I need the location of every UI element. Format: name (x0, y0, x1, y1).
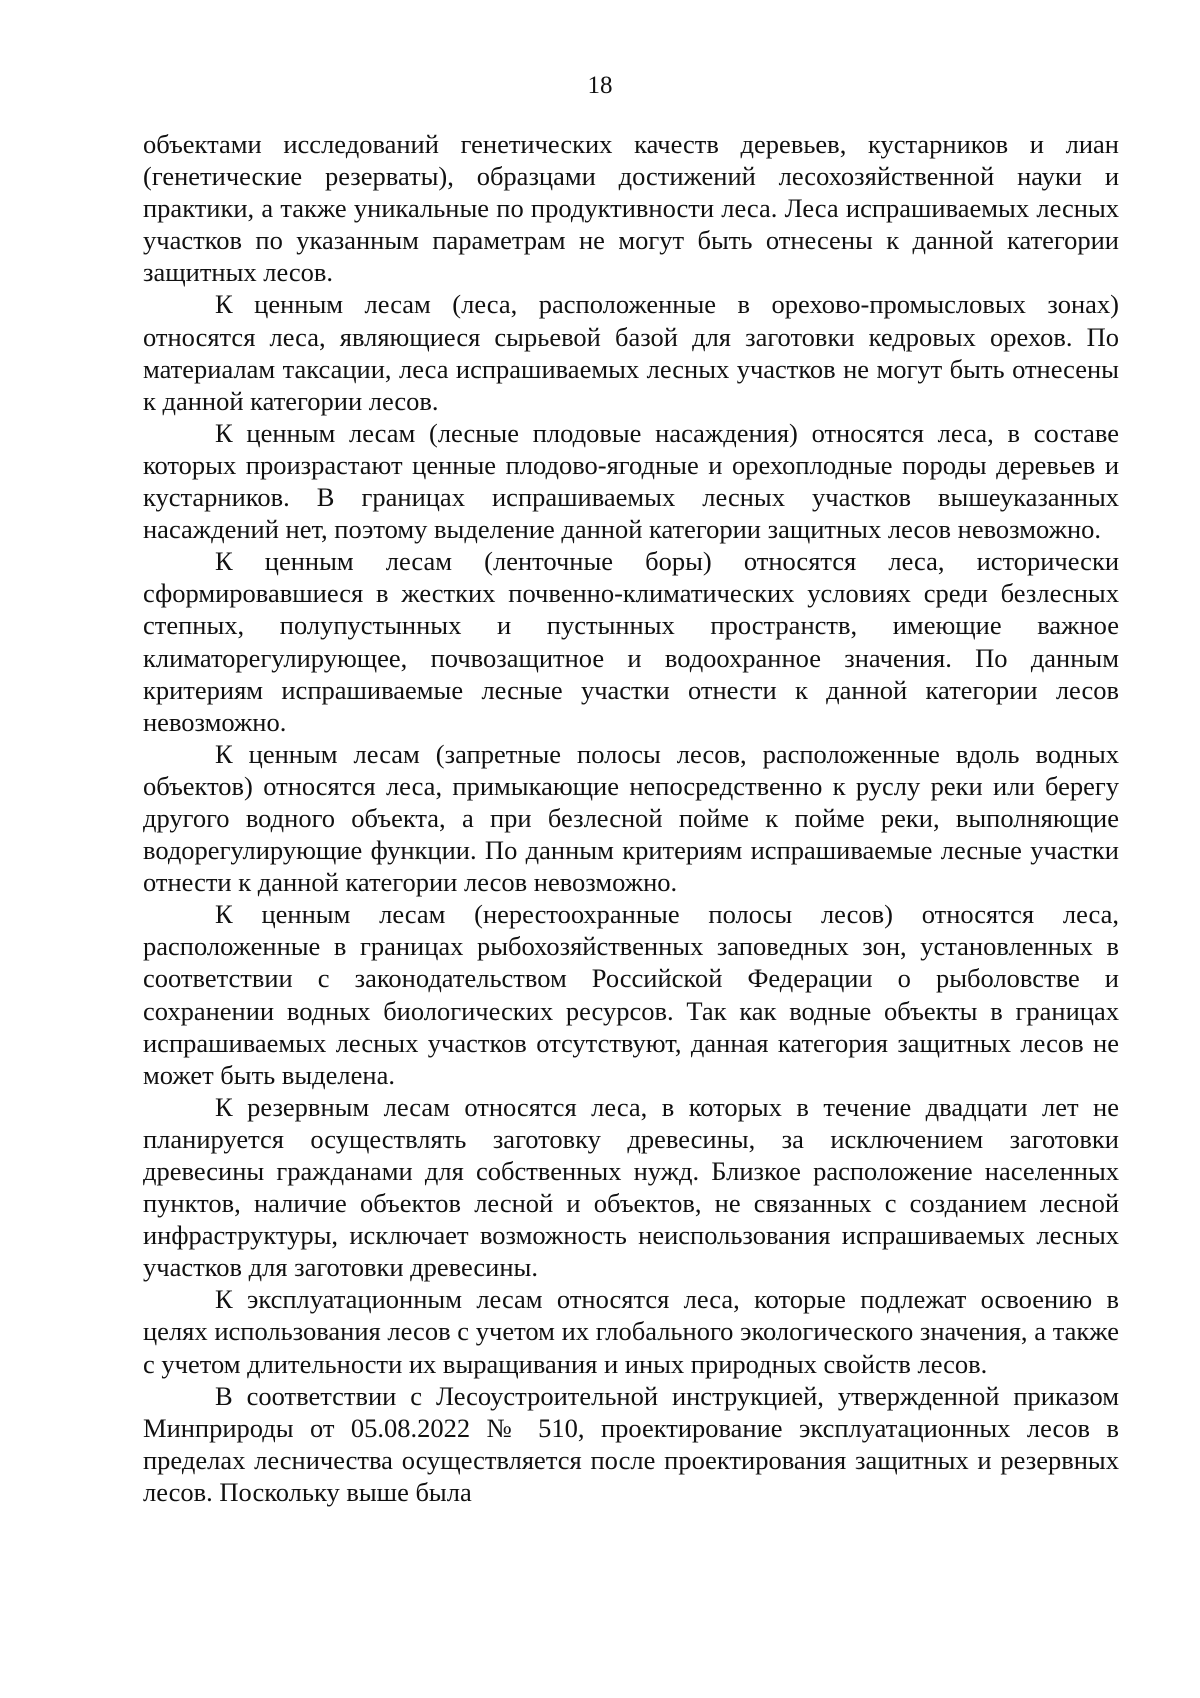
paragraph-continuation: объектами исследований генетических качеств деревьев, кустарников и лиан (генетические резерваты), образцами достижений лесохозяйственной науки и практики, а также уникальные по продуктивности леса. Леса испрашиваемых лесных участков по указанным параметрам не могут быть отнесены к данной категории защитных лесов. (143, 129, 1119, 288)
paragraph-protective-strips-water: К ценным лесам (запретные полосы лесов, расположенные вдоль водных объектов) относятся леса, примыкающие непосредственно к руслу реки или берегу другого водного объекта, а при безлесной пойме к пойме реки, выполняющие водорегулирующие функции. По данным критериям испрашиваемые лесные участки отнести к данной категории лесов невозможно. (143, 738, 1119, 898)
paragraph-ribbon-pine-forests: К ценным лесам (ленточные боры) относятся леса, исторически сформировавшиеся в жестких почвенно-климатических условиях среди безлесных степных, полупустынных и пустынных пространств, имеющие важное климаторегулирующее, почвозащитное и водоохранное значения. По данным критериям испрашиваемые лесные участки отнести к данной категории лесов невозможно. (143, 546, 1119, 737)
paragraph-nut-zones: К ценным лесам (леса, расположенные в орехово-промысловых зонах) относятся леса, являющиеся сырьевой базой для заготовки кедровых орехов. По материалам таксации, леса испрашиваемых лесных участков не могут быть отнесены к данной категории лесов. (143, 289, 1119, 416)
paragraph-reserve-forests: К резервным лесам относятся леса, в которых в течение двадцати лет не планируется осуществлять заготовку древесины, за исключением заготовки древесины гражданами для собственных нужд. Близкое расположение населенных пунктов, наличие объектов лесной и объектов, не связанных с созданием лесной инфраструктуры, исключает возможность неиспользования испрашиваемых лесных участков для заготовки древесины. (143, 1091, 1119, 1283)
page-number: 18 (587, 72, 613, 99)
paragraph-fruit-plantations: К ценным лесам (лесные плодовые насаждения) относятся леса, в составе которых произрастают ценные плодово-ягодные и орехоплодные породы деревьев и кустарников. В границах испрашиваемых лесных участков вышеуказанных насаждений нет, поэтому выделение данной категории защитных лесов невозможно. (143, 417, 1119, 545)
paragraph-forest-instruction: В соответствии с Лесоустроительной инструкцией, утвержденной приказом Минприроды от 05.08.2022 № 510, проектирование эксплуатационных лесов в пределах лесничества осуществляется после проектирования защитных и резервных лесов. Поскольку выше была (143, 1380, 1119, 1507)
paragraph-exploitation-forests: К эксплуатационным лесам относятся леса, которые подлежат освоению в целях использования лесов с учетом их глобального экологического значения, а также с учетом длительности их выращивания и иных природных свойств лесов. (143, 1284, 1119, 1379)
document-body (143, 128, 1119, 1508)
paragraph-spawning-protection: К ценным лесам (нерестоохранные полосы лесов) относятся леса, расположенные в границах рыбохозяйственных заповедных зон, установленных в соответствии с законодательством Российской Федерации о рыболовстве и сохранении водных биологических ресурсов. Так как водные объекты в границах испрашиваемых лесных участков отсутствуют, данная категория защитных лесов не может быть выделена. (143, 899, 1119, 1090)
